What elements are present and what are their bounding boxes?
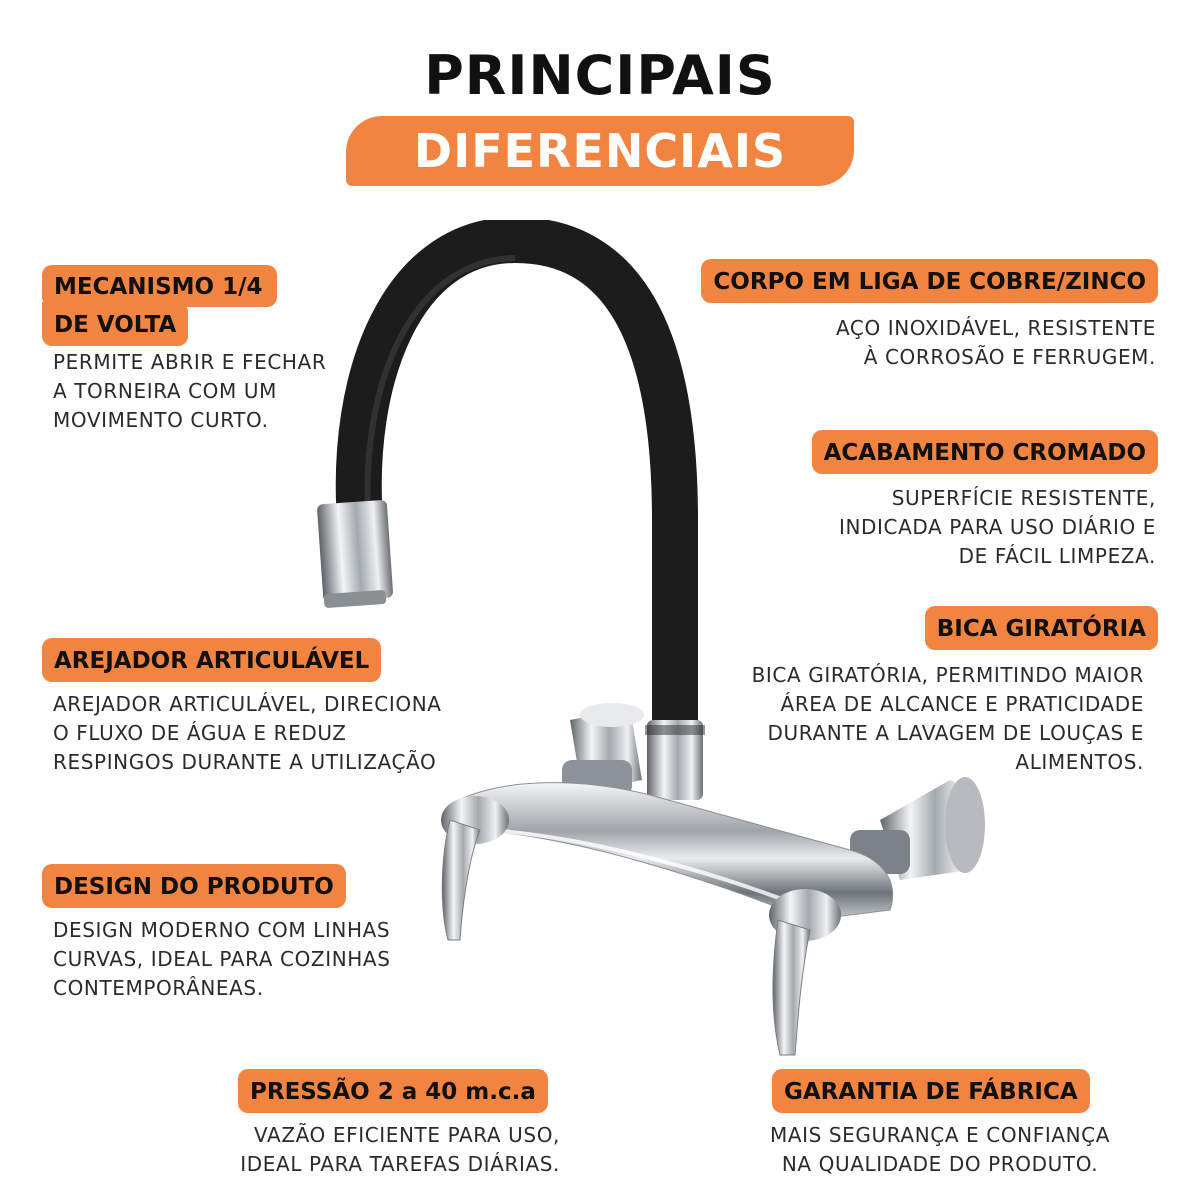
feature-mecanismo-title [42,265,277,307]
feature-mecanismo-title-line1: MECANISMO 1/4 [54,274,263,300]
left-valve [562,703,644,796]
feature-acabamento-title: ACABAMENTO CROMADO [812,430,1158,474]
feature-corpo-title: CORPO EM LIGA DE COBRE/ZINCO [701,259,1158,303]
page-subtitle: DIFERENCIAIS [413,124,787,178]
flexible-hose [359,240,675,730]
subtitle-banner [346,116,854,186]
feature-mecanismo-title-line2: DE VOLTA [54,312,177,338]
feature-corpo-desc: AÇO INOXIDÁVEL, RESISTENTE À CORROSÃO E FERRUGEM. [835,316,1156,369]
feature-design-title: DESIGN DO PRODUTO [42,864,346,908]
aerator [317,500,394,608]
feature-mecanismo-title-line2-badge [42,302,188,346]
feature-arejador-desc: AREJADOR ARTICULÁVEL, DIRECIONA O FLUXO DE ÁGUA E REDUZ RESPINGOS DURANTE A UTILIZAÇÃO [53,692,442,774]
left-handle [441,796,509,940]
feature-bica-desc: BICA GIRATÓRIA, PERMITINDO MAIOR ÁREA DE ALCANCE E PRATICIDADE DURANTE A LAVAGEM DE LOUÇAS E ALIMENTOS. [751,663,1144,774]
feature-pressao-title: PRESSÃO 2 a 40 m.c.a [238,1069,548,1113]
feature-garantia-title: GARANTIA DE FÁBRICA [772,1069,1090,1113]
feature-mecanismo-desc: PERMITE ABRIR E FECHAR A TORNEIRA COM UM MOVIMENTO CURTO. [53,350,327,432]
right-handle [769,889,841,1055]
feature-arejador-title: AREJADOR ARTICULÁVEL [42,638,381,682]
feature-bica-title: BICA GIRATÓRIA [925,606,1158,650]
feature-pressao-desc: VAZÃO EFICIENTE PARA USO, IDEAL PARA TAREFAS DIÁRIAS. [240,1123,560,1176]
feature-garantia-desc: MAIS SEGURANÇA E CONFIANÇA NA QUALIDADE DO PRODUTO. [769,1123,1111,1176]
page-title: PRINCIPAIS [424,44,776,107]
feature-design-desc: DESIGN MODERNO COM LINHAS CURVAS, IDEAL PARA COZINHAS CONTEMPORÂNEAS. [53,918,391,1000]
feature-acabamento-desc: SUPERFÍCIE RESISTENTE, INDICADA PARA USO DIÁRIO E DE FÁCIL LIMPEZA. [838,486,1156,568]
